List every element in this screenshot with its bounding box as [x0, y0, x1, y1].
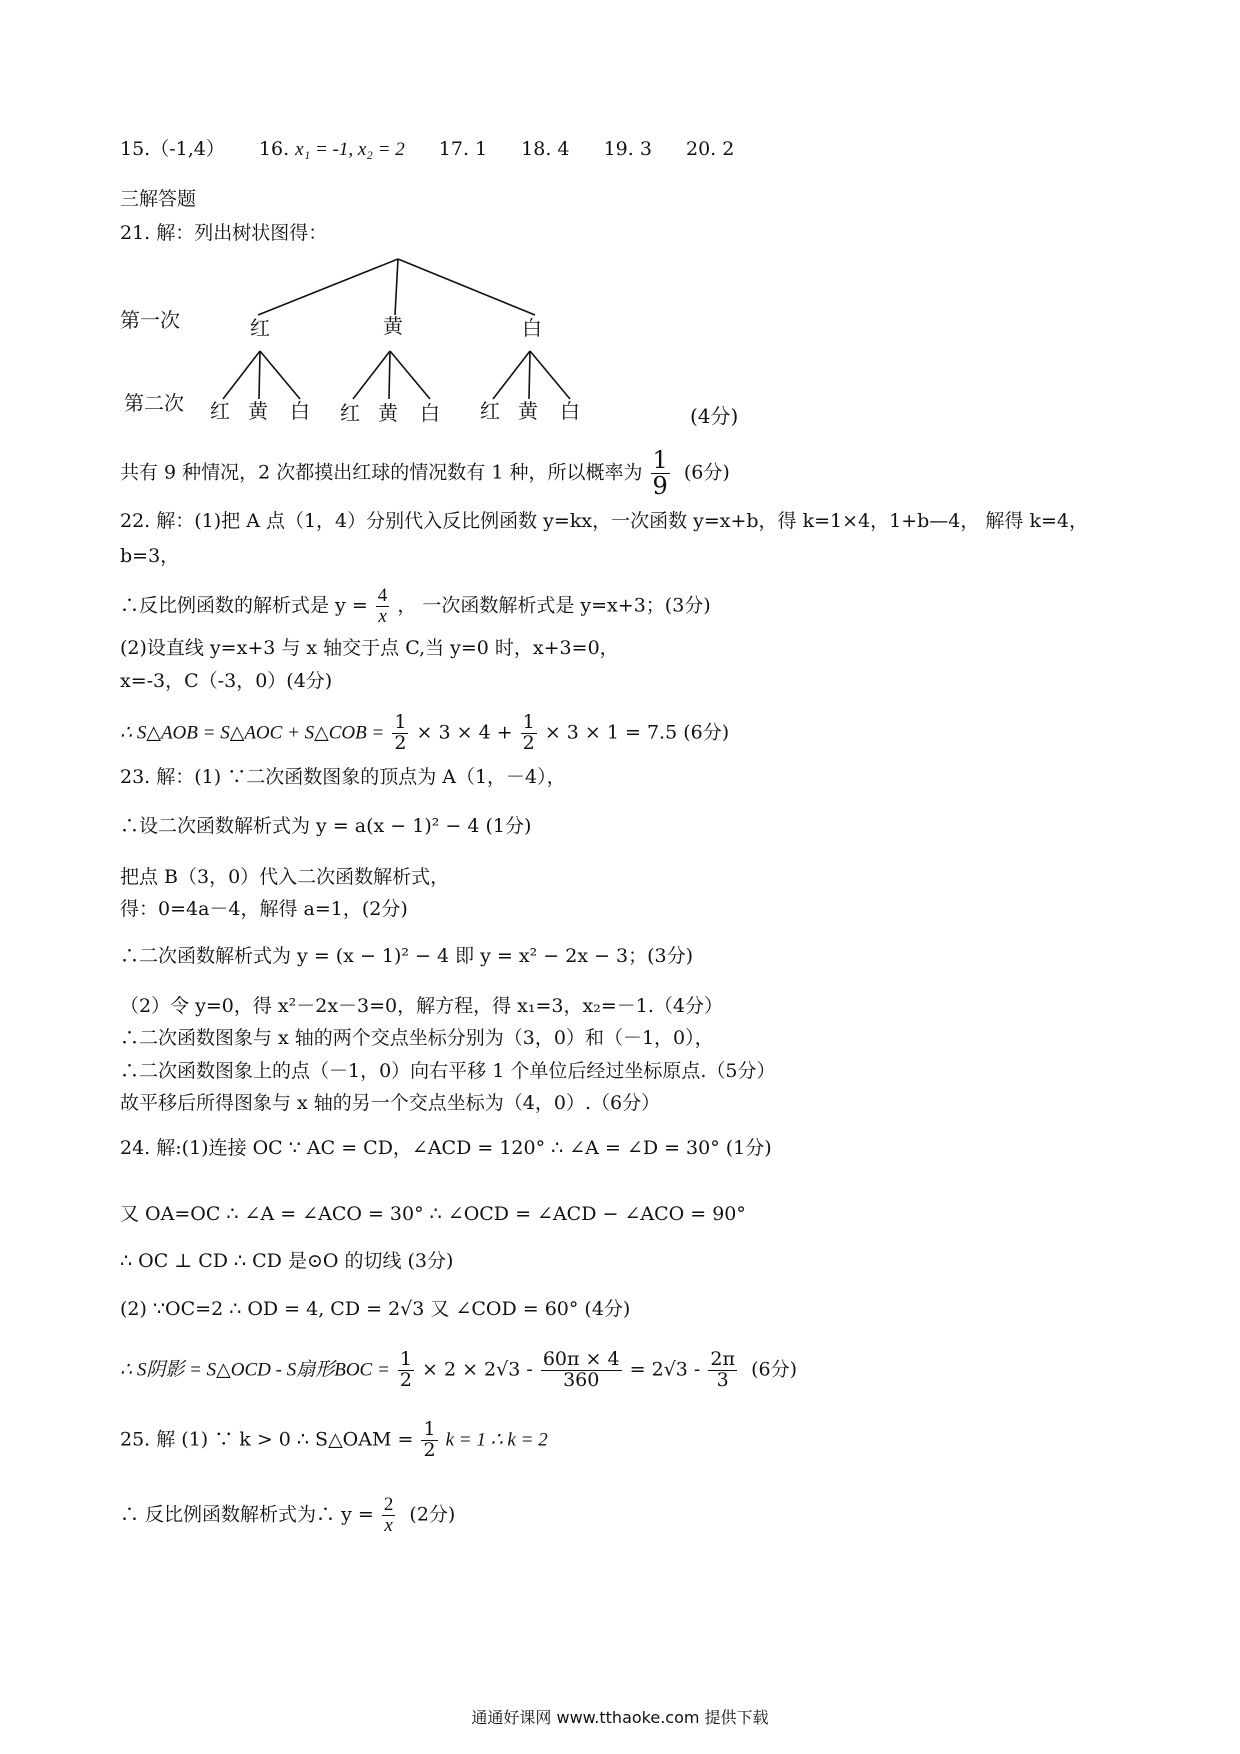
tree-row-second: 第二次	[124, 391, 184, 415]
tree-row-first: 第一次	[120, 308, 180, 332]
q22-f2-den: 2	[522, 731, 535, 754]
q25-h1-num: 1	[423, 1418, 436, 1440]
q25-h2-den: x	[382, 1515, 396, 1536]
q21-intro: 21. 解：列出树状图得：	[120, 222, 328, 244]
q22-line-2: b=3，	[120, 545, 180, 567]
q23-line-9: 故平移后所得图象与 x 轴的另一个交点坐标为（4，0）.（6分）	[120, 1092, 661, 1114]
q22-line-1: 22. 解：(1)把 A 点（1，4）分别代入反比例函数 y=kx，一次函数 y=x+b，得 k=1×4，1+b—4， 解得 k=4，	[120, 510, 1088, 532]
tree-node-l2-8: 黄	[518, 399, 538, 423]
q23-line-3: 把点 B（3，0）代入二次函数解析式，	[120, 866, 450, 888]
q22-line-4: (2)设直线 y=x+3 与 x 轴交于点 C,当 y=0 时，x+3=0，	[120, 637, 619, 659]
q24-line-4: (2) ∵OC=2 ∴ OD = 4, CD = 2√3 又 ∠COD = 60° (4分)	[120, 1298, 631, 1320]
tree-node-l2-5: 黄	[378, 401, 398, 425]
answer-16-number: 16.	[258, 138, 290, 160]
tree-node-l1-2: 黄	[383, 314, 403, 338]
q21-prob-numerator: 1	[652, 446, 668, 474]
q25-line-1-start: 25. 解 (1) ∵ k > 0 ∴ S△OAM =	[120, 1428, 414, 1451]
q24-shaded-mid: × 2 × 2√3 -	[421, 1358, 533, 1381]
q25-half-fraction	[421, 1420, 437, 1461]
answer-15: 15.（-1,4）	[120, 138, 225, 160]
q24-g2-num: 60π × 4	[542, 1348, 620, 1370]
q24-fraction-sector	[541, 1350, 622, 1391]
q24-g1-den: 2	[399, 1368, 412, 1391]
q24-line-5	[120, 1350, 797, 1391]
q22-f1-den: 2	[394, 731, 407, 754]
q22-area-end: × 3 × 1 = 7.5 (6分)	[544, 721, 730, 744]
answer-19: 19. 3	[603, 138, 652, 160]
q25-line-1-end: k = 1 ∴ k = 2	[445, 1429, 548, 1451]
answer-16-equation: x₁ = -1, x₂ = 2	[295, 139, 405, 160]
tree-node-l2-1: 红	[210, 399, 230, 423]
q22-area-mid: × 3 × 4 +	[416, 721, 513, 744]
tree-node-l2-2: 黄	[248, 399, 268, 423]
q24-fraction-half	[398, 1350, 414, 1391]
q21-conclusion	[120, 448, 730, 499]
q21-score: (6分)	[683, 461, 730, 484]
tree-node-l2-3: 白	[290, 399, 310, 423]
q23-line-2: ∴设二次函数解析式为 y = a(x − 1)² − 4 (1分)	[120, 815, 532, 837]
q25-line-1	[120, 1420, 548, 1461]
q21-conclusion-text: 共有 9 种情况，2 次都摸出红球的情况数有 1 种，所以概率为	[120, 461, 643, 484]
q23-line-4: 得：0=4a－4，解得 a=1，(2分)	[120, 898, 408, 920]
tree-node-l2-4: 红	[340, 401, 360, 425]
q21-prob-denominator: 9	[652, 472, 668, 501]
q22-area-start: ∴ S△AOB = S△AOC + S△COB =	[120, 722, 385, 744]
q25-line-2-start: ∴ 反比例函数解析式为∴ y =	[120, 1503, 374, 1526]
q21-probability-fraction	[651, 448, 670, 499]
section-title: 三解答题	[120, 188, 197, 210]
footer-source: 通通好课网 www.tthaoke.com 提供下载	[471, 1708, 769, 1727]
q22-frac-num: 4	[377, 585, 388, 606]
tree-node-l2-7: 红	[480, 399, 500, 423]
q22-line-6	[120, 713, 729, 754]
q22-frac-den: x	[376, 606, 390, 627]
q23-line-7: ∴二次函数图象与 x 轴的两个交点坐标分别为（3，0）和（－1，0），	[120, 1027, 714, 1049]
probability-tree-diagram	[110, 255, 739, 435]
q23-line-8: ∴二次函数图象上的点（－1，0）向右平移 1 个单位后经过坐标原点.（5分）	[120, 1060, 776, 1082]
answer-18: 18. 4	[521, 138, 570, 160]
q24-line-2: 又 OA=OC ∴ ∠A = ∠ACO = 30° ∴ ∠OCD = ∠ACD − ∠ACO = 90°	[120, 1203, 746, 1225]
answer-17: 17. 1	[438, 138, 488, 160]
q22-f1-num: 1	[394, 711, 407, 733]
q22-f2-num: 1	[522, 711, 535, 733]
q25-inverse-fraction	[382, 1495, 396, 1536]
q22-line-5: x=-3，C（-3，0）(4分)	[120, 670, 333, 692]
q22-half-fraction-1	[392, 713, 408, 754]
q24-score: (6分)	[751, 1358, 797, 1381]
fill-in-answers	[120, 138, 734, 162]
tree-node-l1-3: 白	[522, 316, 542, 340]
answer-20: 20. 2	[685, 138, 735, 160]
q24-g1-num: 1	[399, 1348, 412, 1370]
q24-line-3: ∴ OC ⊥ CD ∴ CD 是⊙O 的切线 (3分)	[120, 1250, 454, 1272]
q25-score: (2分)	[409, 1503, 456, 1526]
q22-line-3	[120, 586, 711, 627]
q22-line-3-end: ， 一次函数解析式是 y=x+3；(3分)	[397, 594, 711, 617]
q24-g3-den: 3	[708, 1370, 737, 1391]
q24-line-1: 24. 解:(1)连接 OC ∵ AC = CD，∠ACD = 120° ∴ ∠A = ∠D = 30° (1分)	[120, 1137, 772, 1159]
q23-line-6: （2）令 y=0，得 x²－2x－3=0，解方程，得 x₁=3，x₂=－1.（4分）	[120, 995, 723, 1017]
q23-line-5: ∴二次函数解析式为 y = (x − 1)² − 4 即 y = x² − 2x − 3；(3分)	[120, 945, 694, 967]
q22-half-fraction-2	[521, 713, 537, 754]
q24-g2-den: 360	[541, 1370, 622, 1391]
q22-line-3-start: ∴反比例函数的解析式是 y =	[120, 594, 368, 617]
q24-g3-num: 2π	[710, 1348, 735, 1370]
q24-fraction-2pi-3	[708, 1350, 737, 1391]
q22-inverse-fraction	[376, 586, 390, 627]
tree-node-l1-1: 红	[250, 316, 270, 340]
q24-shaded-mid2: = 2√3 -	[629, 1358, 701, 1381]
q25-h1-den: 2	[423, 1438, 436, 1461]
q21-tree-score: (4分)	[690, 404, 739, 428]
tree-node-l2-6: 白	[420, 401, 440, 425]
q25-h2-num: 2	[383, 1494, 394, 1515]
q23-line-1: 23. 解：(1) ∵二次函数图象的顶点为 A（1，－4），	[120, 766, 566, 788]
q25-line-2	[120, 1495, 455, 1536]
tree-node-l2-9: 白	[560, 399, 580, 423]
q24-shaded-area-start: ∴ S阴影 = S△OCD - S扇形BOC =	[120, 1359, 390, 1381]
